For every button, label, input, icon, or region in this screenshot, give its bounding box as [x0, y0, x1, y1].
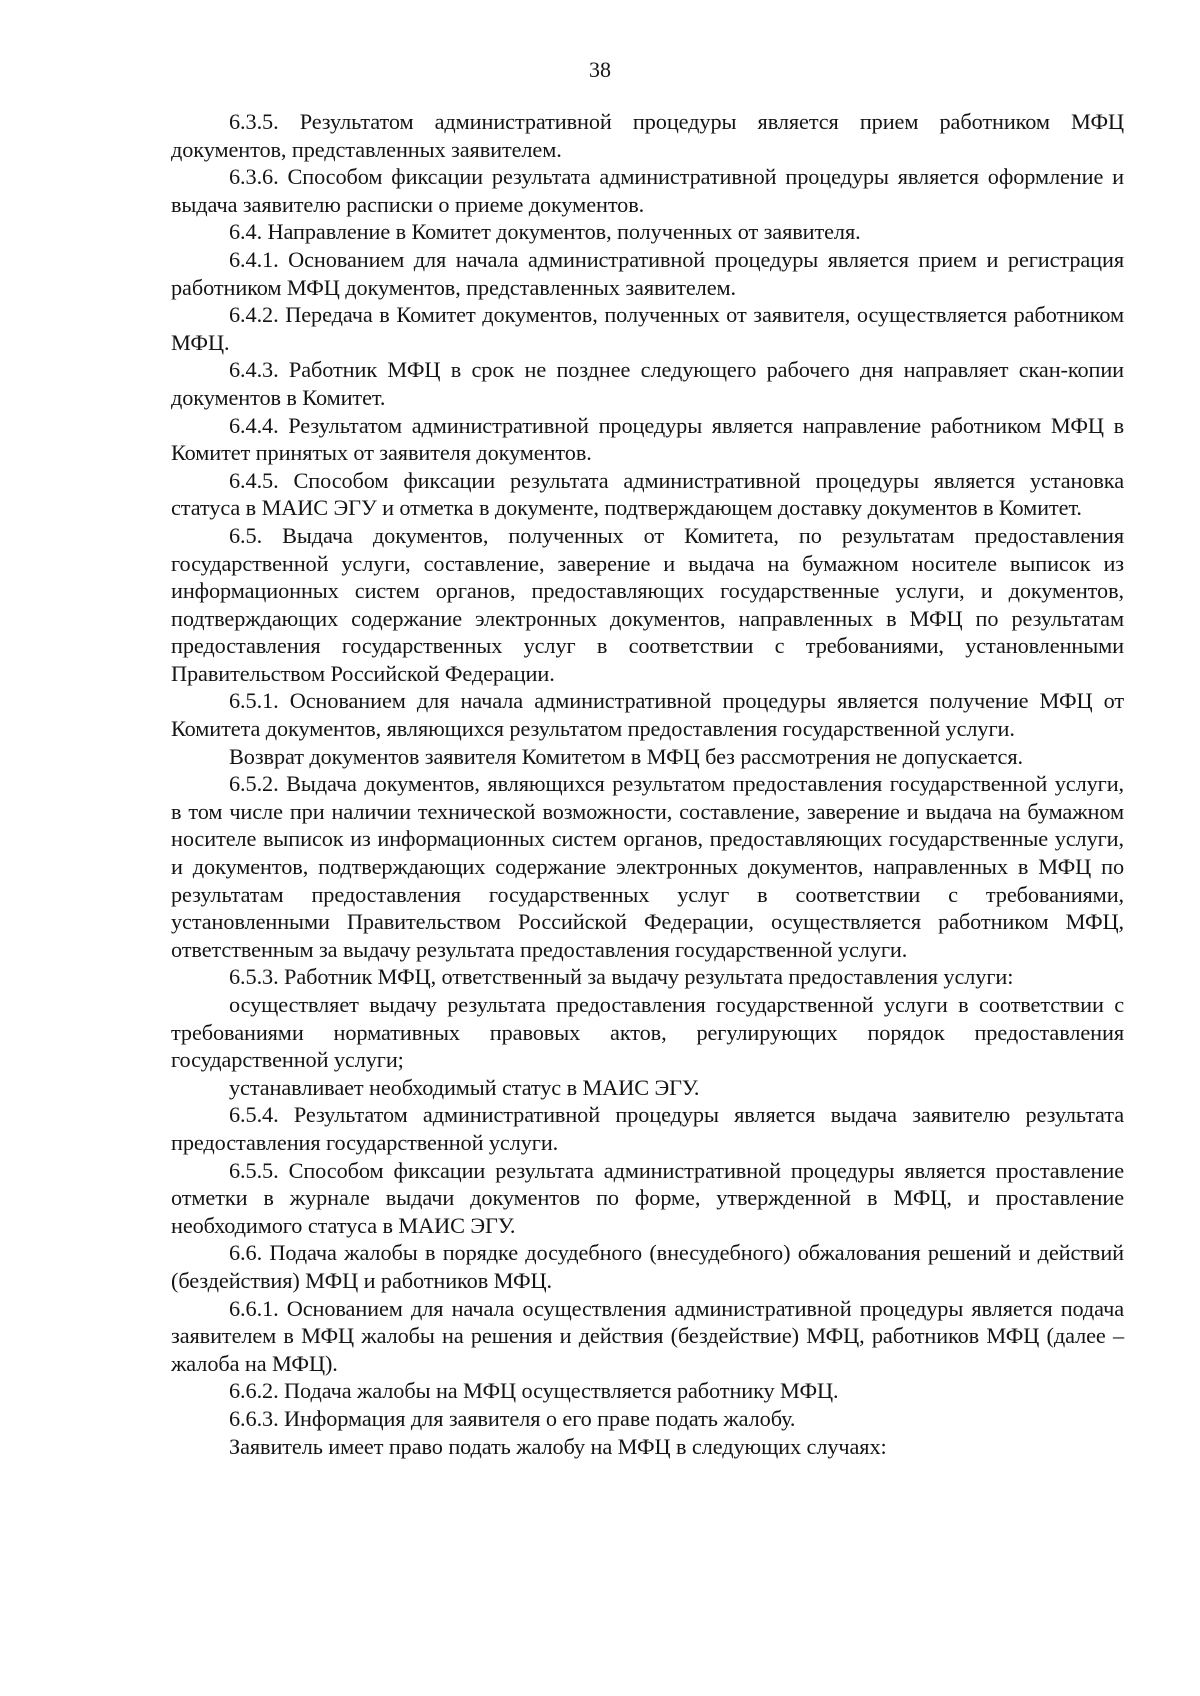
paragraph-6-5-5: 6.5.5. Способом фиксации результата административной процедуры является проставление отметки в журнале выдачи документов по форме, утвержденной в МФЦ, и проставление необходимого статуса в МАИС ЭГУ.	[171, 1157, 1124, 1238]
paragraph-6-5-3: 6.5.3. Работник МФЦ, ответственный за выдачу результата предоставления услуги:	[229, 964, 1014, 990]
paragraph-6-6-2: 6.6.2. Подача жалобы на МФЦ осуществляется работнику МФЦ.	[229, 1378, 839, 1404]
paragraph-6-6: 6.6. Подача жалобы в порядке досудебного (внесудебного) обжалования решений и действий (бездействия) МФЦ и работников МФЦ.	[171, 1240, 1124, 1293]
paragraph-6-5-4: 6.5.4. Результатом административной процедуры является выдача заявителю результата предоставления государственной услуги.	[171, 1102, 1124, 1155]
paragraph-sets-status: устанавливает необходимый статус в МАИС ЭГУ.	[229, 1074, 700, 1100]
paragraph-complaint-cases: Заявитель имеет право подать жалобу на МФЦ в следующих случаях:	[229, 1433, 887, 1459]
page-number: 38	[589, 57, 611, 82]
paragraph-6-3-5: 6.3.5. Результатом административной процедуры является прием работником МФЦ документов, представленных заявителем.	[171, 109, 1124, 162]
paragraph-6-3-6: 6.3.6. Способом фиксации результата административной процедуры является оформление и выдача заявителю расписки о приеме документов.	[171, 164, 1124, 217]
paragraph-6-6-1: 6.6.1. Основанием для начала осуществления административной процедуры является подача заявителем в МФЦ жалобы на решения и действия (бездействие) МФЦ, работников МФЦ (далее – жалоба на МФЦ).	[171, 1295, 1124, 1376]
paragraph-6-4-4: 6.4.4. Результатом административной процедуры является направление работником МФЦ в Комитет принятых от заявителя документов.	[171, 412, 1124, 466]
paragraph-6-4-2: 6.4.2. Передача в Комитет документов, полученных от заявителя, осуществляется работником МФЦ.	[171, 302, 1124, 355]
document-body	[171, 108, 1124, 1460]
paragraph-6-4-5: 6.4.5. Способом фиксации результата административной процедуры является установка статуса в МАИС ЭГУ и отметка в документе, подтверждающем доставку документов в Комитет.	[171, 467, 1124, 521]
paragraph-6-5-2: 6.5.2. Выдача документов, являющихся результатом предоставления государственной услуги, в том числе при наличии технической возможности, составление, заверение и выдача на бумажном носителе выписок из информационных систем органов, предоставляющих государственные услуги, и документов, подтверждающих содержание электронных документов, направленных в МФЦ по результатам предоставления государственных услуг в соответствии с требованиями, установленными Правительством Российской Федерации, осуществляется работником МФЦ, ответственным за выдачу результата предоставления государственной услуги.	[171, 771, 1124, 962]
paragraph-6-5-1: 6.5.1. Основанием для начала административной процедуры является получение МФЦ от Комитета документов, являющихся результатом предоставления государственной услуги.	[171, 688, 1124, 742]
paragraph-6-5: 6.5. Выдача документов, полученных от Комитета, по результатам предоставления государственной услуги, составление, заверение и выдача на бумажном носителе выписок из информационных систем органов, предоставляющих государственные услуги, и документов, подтверждающих содержание электронных документов, направленных в МФЦ по результатам предоставления государственных услуг в соответствии с требованиями, установленными Правительством Российской Федерации.	[171, 522, 1124, 686]
paragraph-6-6-3: 6.6.3. Информация для заявителя о его праве подать жалобу.	[229, 1405, 796, 1431]
paragraph-6-4-3: 6.4.3. Работник МФЦ в срок не позднее следующего рабочего дня направляет скан-копии документов в Комитет.	[171, 357, 1124, 410]
paragraph-issues-result: осуществляет выдачу результата предоставления государственной услуги в соответствии с требованиями нормативных правовых актов, регулирующих порядок предоставления государственной услуги;	[171, 992, 1124, 1073]
paragraph-6-4: 6.4. Направление в Комитет документов, полученных от заявителя.	[229, 219, 861, 245]
paragraph-6-4-1: 6.4.1. Основанием для начала административной процедуры является прием и регистрация работником МФЦ документов, представленных заявителем.	[171, 246, 1124, 300]
paragraph-return-documents: Возврат документов заявителя Комитетом в МФЦ без рассмотрения не допускается.	[229, 743, 1023, 769]
